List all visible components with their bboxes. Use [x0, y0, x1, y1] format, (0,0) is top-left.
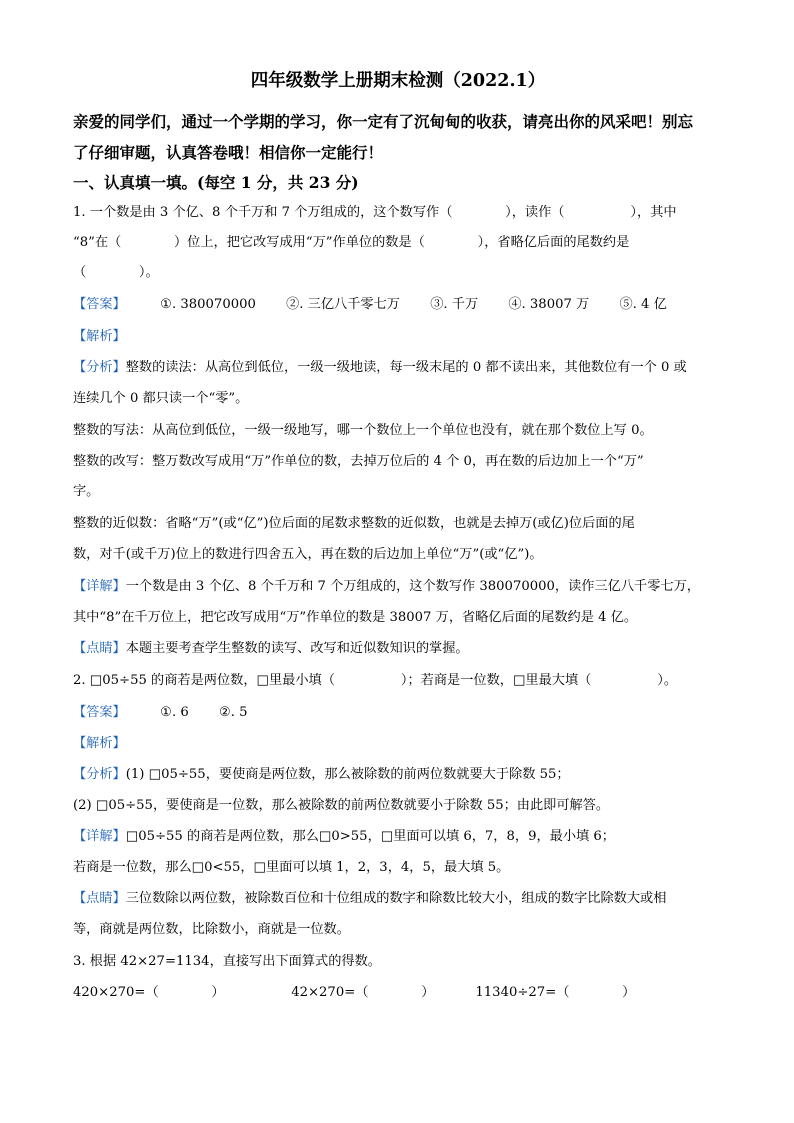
- q3-items-row: [73, 983, 725, 1003]
- analysis-line: 整数的写法：从高位到低位，一级一级地写，哪一个数位上一个单位也没有，就在那个数位上写 0。: [73, 423, 653, 438]
- section-heading: 一、认真填一填。(每空 1 分，共 23 分): [73, 173, 359, 192]
- q3-item: 11340÷27=（ ）: [475, 985, 636, 1000]
- analysis-line: 连续几个 0 都只读一个“零”。: [73, 391, 249, 406]
- answer-item: ②. 5: [218, 705, 248, 720]
- intro-paragraph: [73, 106, 723, 168]
- answer-item: ②. 三亿八千零七万: [286, 297, 400, 312]
- q1-answer-row: [73, 295, 725, 315]
- analysis-line: 【点睛】本题主要考查学生整数的读写、改写和近似数知识的掌握。: [73, 641, 469, 656]
- analysis-line: 其中“8”在千万位上，把它改写成用“万”作单位的数是 38007 万，省略亿后面的尾数约是 4 亿。: [73, 610, 638, 625]
- q1-stem-line: “8”在（ ）位上，把它改写成用“万”作单位的数是（ ），省略亿后面的尾数约是: [73, 235, 630, 250]
- q1-stem-line: 1. 一个数是由 3 个亿、8 个千万和 7 个万组成的，这个数写作（ ），读作（ ），其中: [73, 205, 677, 220]
- q2-stem-line: 2. □05÷55 的商若是两位数，□里最小填（ ）；若商是一位数，□里最大填（ ）。: [73, 673, 678, 688]
- intro-line: 亲爱的同学们，通过一个学期的学习，你一定有了沉甸甸的收获，请亮出你的风采吧！别忘: [73, 112, 694, 131]
- answer-tag: 【答案】: [73, 297, 126, 312]
- page-title: 四年级数学上册期末检测（2022.1）: [250, 71, 546, 91]
- q1-stem-line: （ ）。: [73, 265, 159, 280]
- analysis-line: 【详解】一个数是由 3 个亿、8 个千万和 7 个万组成的，这个数写作 380070000，读作三亿八千零七万，: [73, 579, 700, 594]
- analysis-line: 整数的改写：整万数改写成用“万”作单位的数，去掉万位后的 4 个 0，再在数的后边加上一个“万”: [73, 454, 644, 469]
- analysis-line: 数，对千(或千万)位上的数进行四舍五入，再在数的后边加上单位“万”(或“亿”)。: [73, 547, 543, 562]
- analysis-line: (2) □05÷55，要使商是一位数，那么被除数的前两位数就要小于除数 55；由此即可解答。: [73, 798, 610, 813]
- analysis-tag: 【解析】: [73, 736, 126, 751]
- answer-item: ④. 38007 万: [508, 297, 590, 312]
- answer-tag: 【答案】: [73, 705, 126, 720]
- analysis-line: 若商是一位数，那么□0<55，□里面可以填 1，2，3，4，5，最大填 5。: [73, 860, 510, 875]
- analysis-line: 字。: [73, 484, 100, 499]
- analysis-line: 【点睛】三位数除以两位数，被除数百位和十位组成的数字和除数比较大小，组成的数字比除数大或相: [73, 891, 667, 906]
- intro-line: 了仔细审题，认真答卷哦！相信你一定能行！: [73, 143, 384, 162]
- analysis-line: 整数的近似数：省略“万”(或“亿”)位后面的尾数求整数的近似数，也就是去掉万(或亿)位后面的尾: [73, 516, 635, 531]
- q3-stem-line: 3. 根据 42×27=1134，直接写出下面算式的得数。: [73, 954, 381, 969]
- analysis-line: 【分析】(1) □05÷55，要使商是两位数，那么被除数的前两位数就要大于除数 55；: [73, 767, 570, 782]
- answer-item: ①. 6: [160, 705, 189, 720]
- analysis-line: 等，商就是两位数，比除数小，商就是一位数。: [73, 922, 350, 937]
- answer-item: ③. 千万: [430, 297, 479, 312]
- analysis-tag: 【解析】: [73, 329, 126, 344]
- analysis-line: 【分析】整数的读法：从高位到低位，一级一级地读，每一级末尾的 0 都不读出来，其他数位有一个 0 或: [73, 360, 687, 375]
- q2-answer-row: [73, 703, 725, 723]
- answer-item: ⑤. 4 亿: [619, 297, 667, 312]
- answer-item: ①. 380070000: [160, 297, 256, 312]
- q3-item: 420×270=（ ）: [73, 985, 225, 1000]
- q3-item: 42×270=（ ）: [291, 985, 435, 1000]
- analysis-line: 【详解】□05÷55 的商若是两位数，那么□0>55，□里面可以填 6，7，8，9，最小填 6；: [73, 829, 615, 844]
